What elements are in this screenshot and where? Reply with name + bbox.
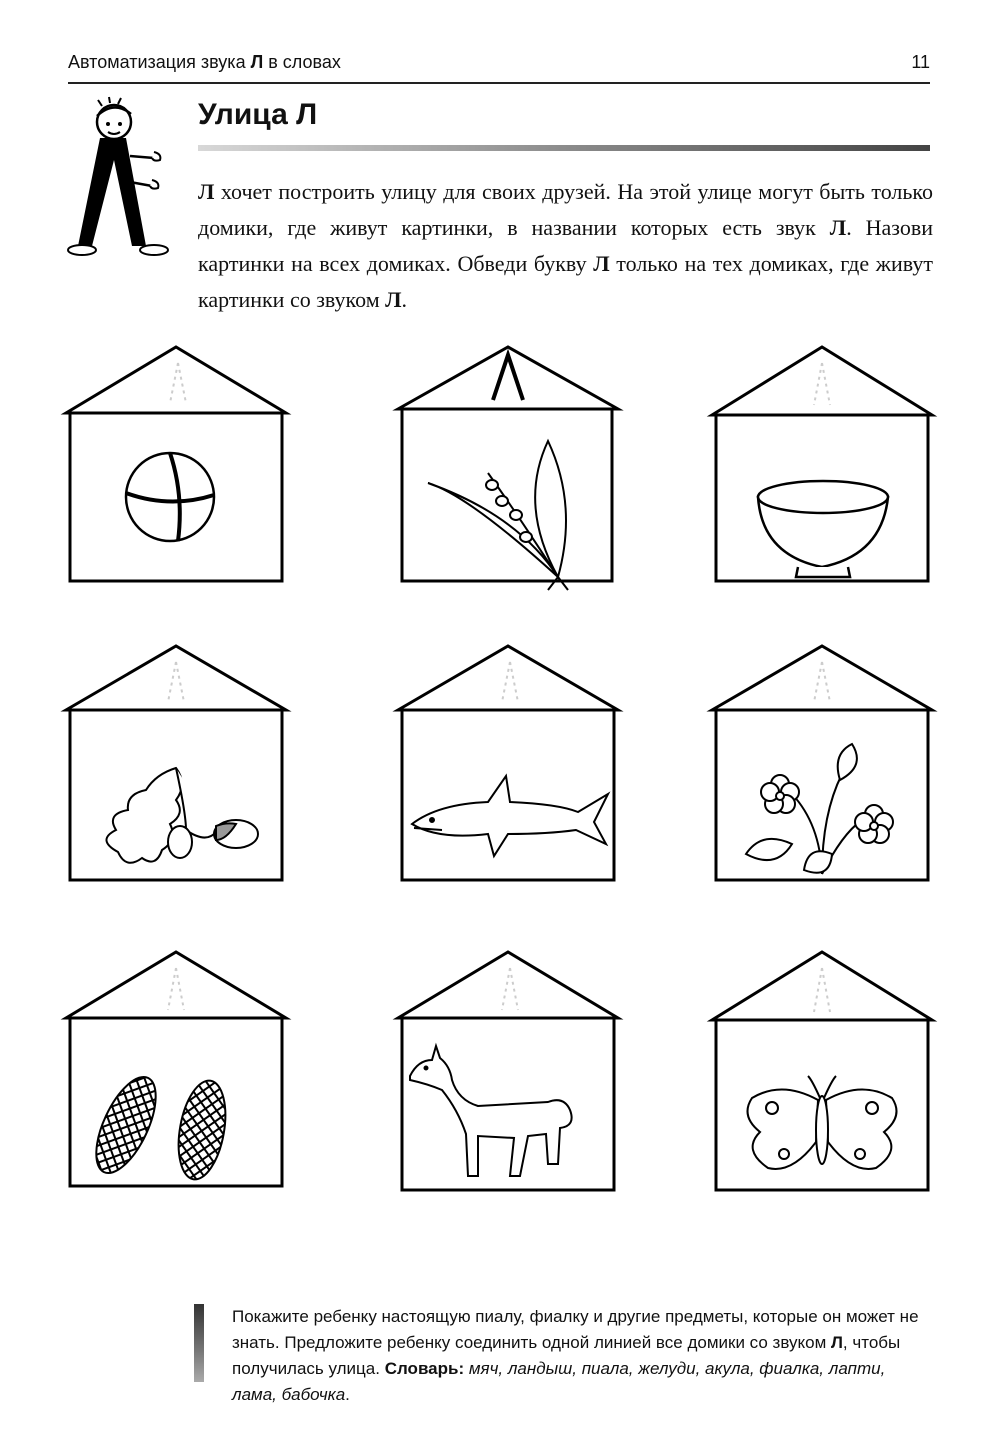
parent-note: Покажите ребенку настоящую пиалу, фиалку и другие предметы, которые он может не знать. Предложите ребенку соединить одной линией все домики со звуком Л, чтобы получилась улица. Словарь: мяч, ландыш, пиала, желуди, акула, фиалка, лапти, лама, бабочка. [232,1307,919,1404]
house-bowl[interactable] [712,345,932,585]
acorns-icon [106,768,258,863]
title-underline [198,145,930,151]
roof-letter-icon [493,355,523,400]
house-ball[interactable] [66,345,286,585]
llama-icon [410,1046,572,1176]
page-number: 11 [911,52,930,72]
letter-l-boy-mascot-icon [64,96,194,266]
bowl-icon [758,481,888,577]
lily-of-the-valley-icon [428,441,568,590]
dashed-letter-l-icon [814,363,830,405]
dashed-letter-l-icon [502,968,518,1010]
note-side-bar [194,1304,204,1382]
intro-paragraph: Л хочет построить улицу для своих друзей. На этой улице могут быть только домики, где живут картинки, в названии которых есть звук Л. Назови картинки на всех домиках. Обведи букву Л только на тех домиках, где живут картинки со звуком Л. [198,179,934,312]
ball-icon [126,453,214,541]
page-title: Улица Л [198,98,318,131]
dashed-letter-l-icon [502,662,518,702]
house-violet[interactable] [712,644,932,884]
house-butterfly[interactable] [712,950,932,1190]
bast-shoes-icon [84,1069,232,1183]
dashed-letter-l-icon [814,968,830,1012]
shark-icon [412,776,608,856]
dashed-letter-l-icon [170,363,186,403]
house-llama[interactable] [398,950,618,1190]
dashed-letter-l-icon [168,662,184,702]
header-section-title: Автоматизация звука Л в словах [68,52,341,72]
butterfly-icon [748,1076,897,1169]
dashed-letter-l-icon [814,662,830,702]
violet-flower-icon [746,744,893,874]
running-header [68,50,930,84]
dashed-letter-l-icon [168,968,184,1010]
house-bast-shoes[interactable] [66,950,286,1190]
house-lily-of-the-valley[interactable] [398,345,618,585]
house-shark[interactable] [398,644,618,884]
house-acorns[interactable] [66,644,286,884]
